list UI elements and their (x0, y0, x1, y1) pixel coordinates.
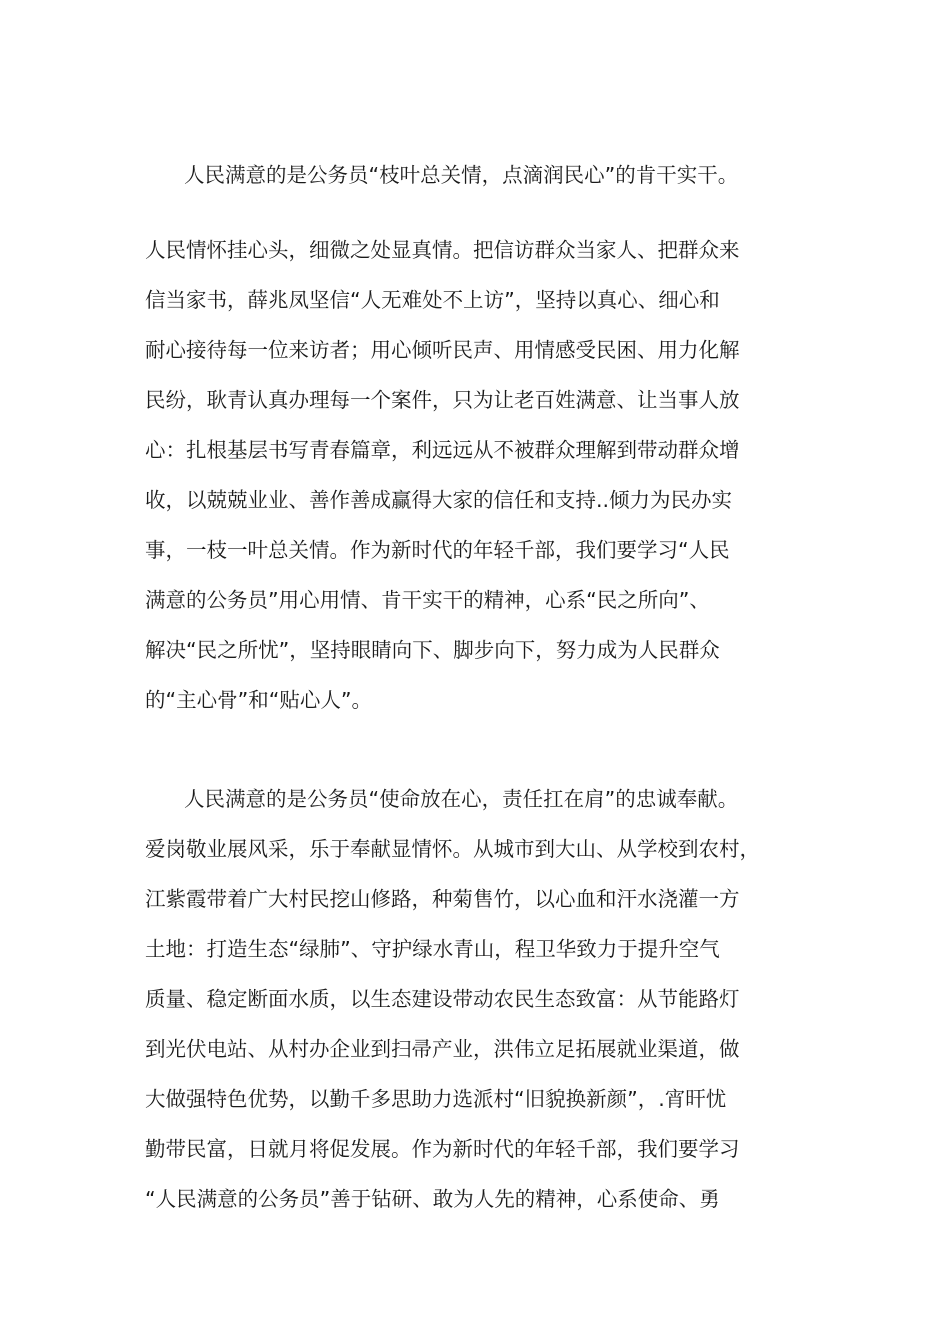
paragraph-2-line-3: 江紫霞带着广大村民挖山修路，种菊售竹，以心血和汗水浇灌一方 (145, 887, 740, 911)
paragraph-1-line-6: 心：扎根基层书写青春篇章，利远远从不被群众理解到带动群众增 (145, 438, 740, 462)
paragraph-2-line-5: 质量、稳定断面水质，以生态建设带动农民生态致富：从节能路灯 (145, 987, 740, 1011)
paragraph-2-line-2: 爱岗敬业展风采，乐于奉献显情怀。从城市到大山、从学校到农村， (145, 837, 760, 861)
paragraph-2-line-1: 人民满意的是公务员“使命放在心，责任扛在肩”的忠诚奉献。 (184, 787, 739, 811)
paragraph-2-line-8: 勤带民富，日就月将促发展。作为新时代的年轻千部，我们要学习 (145, 1137, 740, 1161)
paragraph-1-line-2: 人民情怀挂心头，细微之处显真情。把信访群众当家人、把群众来 (145, 238, 740, 262)
paragraph-1-line-11: 的“主心骨”和“贴心人”。 (145, 688, 372, 712)
paragraph-1-line-5: 民纷，耿青认真办理每一个案件，只为让老百姓满意、让当事人放 (145, 388, 740, 412)
paragraph-1-line-10: 解决“民之所忧”，坚持眼睛向下、脚步向下，努力成为人民群众 (145, 638, 720, 662)
paragraph-2-line-6: 到光伏电站、从村办企业到扫帚产业，洪伟立足拓展就业渠道，做 (145, 1037, 740, 1061)
paragraph-1-line-7: 收，以兢兢业业、善作善成赢得大家的信任和支持..倾力为民办实 (145, 488, 733, 512)
paragraph-1-line-4: 耐心接待每一位来访者；用心倾听民声、用情感受民困、用力化解 (145, 338, 740, 362)
paragraph-2-line-7: 大做强特色优势，以勤千多思助力选派村“旧貌换新颜”，.宵旰忧 (145, 1087, 727, 1111)
paragraph-1-line-8: 事，一枝一叶总关情。作为新时代的年轻千部，我们要学习“人民 (145, 538, 730, 562)
paragraph-1-line-3: 信当家书，薛兆凤坚信“人无难处不上访”，坚持以真心、细心和 (145, 288, 720, 312)
paragraph-2-line-4: 土地：打造生态“绿肺”、守护绿水青山，程卫华致力于提升空气 (145, 937, 720, 961)
paragraph-1-line-9: 满意的公务员”用心用情、肯干实干的精神，心系“民之所向”、 (145, 588, 710, 612)
paragraph-2-line-9: “人民满意的公务员”善于钻研、敢为人先的精神，心系使命、勇 (145, 1187, 720, 1211)
paragraph-1-line-1: 人民满意的是公务员“枝叶总关情，点滴润民心”的肯干实干。 (184, 163, 739, 187)
